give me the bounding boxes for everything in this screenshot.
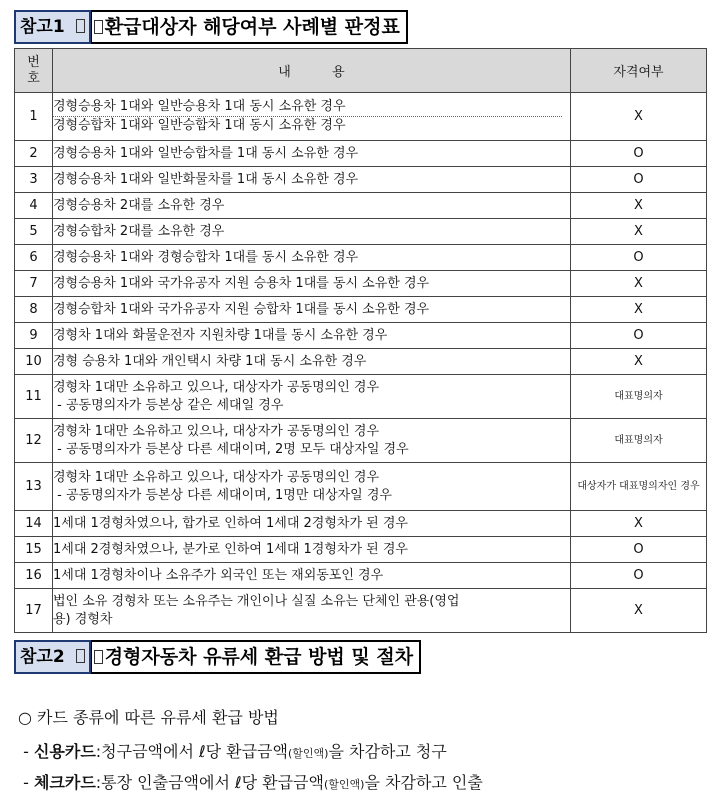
row-content [53, 93, 571, 141]
row-content [53, 537, 571, 563]
missing-glyph-icon [94, 650, 103, 664]
row-number: 17 [15, 589, 53, 633]
table-row [15, 219, 707, 245]
row-number: 13 [15, 463, 53, 511]
table-row [15, 589, 707, 633]
row-eligibility: O [571, 167, 707, 193]
row-eligibility: O [571, 563, 707, 589]
row-content-line: 1세대 1경형차이나 소유주가 외국인 또는 재외동포인 경우 [53, 567, 384, 583]
row-content-line: - 공동명의자가 등본상 다른 세대이며, 2명 모두 대상자일 경우 [53, 441, 409, 457]
section-1-title-text: 환급대상자 해당여부 사례별 판정표 [104, 16, 400, 38]
row-eligibility: O [571, 245, 707, 271]
row-content-line: 경형승용차 1대와 경형승합차 1대를 동시 소유한 경우 [53, 249, 359, 265]
row-content-line: 용) 경형차 [53, 611, 113, 627]
row-eligibility: X [571, 589, 707, 633]
section-2-title [91, 640, 421, 674]
row-content [53, 563, 571, 589]
row-eligibility: O [571, 323, 707, 349]
header-number: 번 호 [15, 49, 53, 93]
row-number: 14 [15, 511, 53, 537]
table-header-row [15, 49, 707, 93]
row-eligibility: 대표명의자 [571, 419, 707, 463]
row-content-line: 1세대 1경형차였으나, 합가로 인하여 1세대 2경형차가 된 경우 [53, 515, 408, 531]
row-content [53, 141, 571, 167]
header-content: 내 용 [53, 49, 571, 93]
row-content-line: 경형승용차 2대를 소유한 경우 [53, 197, 225, 213]
row-content [53, 297, 571, 323]
table-row [15, 375, 707, 419]
section-1-header [14, 10, 408, 44]
missing-glyph-icon [94, 20, 103, 34]
table-row [15, 193, 707, 219]
note-heading: ○ 카드 종류에 따른 유류세 환급 방법 [18, 708, 279, 727]
table-row [15, 563, 707, 589]
table-row [15, 537, 707, 563]
row-number: 1 [15, 93, 53, 141]
row-content [53, 323, 571, 349]
table-row [15, 297, 707, 323]
table-row [15, 349, 707, 375]
row-number: 5 [15, 219, 53, 245]
row-content [53, 219, 571, 245]
row-eligibility: 대표명의자 [571, 375, 707, 419]
row-eligibility: X [571, 511, 707, 537]
row-eligibility: O [571, 141, 707, 167]
row-eligibility: X [571, 271, 707, 297]
table-row [15, 245, 707, 271]
note-credit-card: - 신용카드:청구금액에서 ℓ당 환급금액(할인액)을 차감하고 청구 [18, 742, 447, 761]
row-content-line: 경형차 1대와 화물운전자 지원차량 1대를 동시 소유한 경우 [53, 327, 388, 343]
row-content-line: 경형차 1대만 소유하고 있으나, 대상자가 공동명의인 경우 [53, 379, 380, 395]
table-row [15, 419, 707, 463]
row-content-line: - 공동명의자가 등본상 다른 세대이며, 1명만 대상자일 경우 [53, 487, 392, 503]
row-content [53, 193, 571, 219]
row-eligibility: X [571, 349, 707, 375]
row-eligibility: X [571, 193, 707, 219]
row-content [53, 589, 571, 633]
row-number: 4 [15, 193, 53, 219]
row-content-line: 경형차 1대만 소유하고 있으나, 대상자가 공동명의인 경우 [53, 469, 380, 485]
row-content-line: 법인 소유 경형차 또는 소유주는 개인이나 실질 소유는 단체인 관용(영업 [53, 593, 460, 609]
row-number: 2 [15, 141, 53, 167]
table-row [15, 167, 707, 193]
row-content-line: 경형승용차 1대와 일반화물차를 1대 동시 소유한 경우 [53, 171, 359, 187]
row-content-line: 경형차 1대만 소유하고 있으나, 대상자가 공동명의인 경우 [53, 423, 380, 439]
section-2-header [14, 640, 421, 674]
row-number: 3 [15, 167, 53, 193]
table-row [15, 141, 707, 167]
table-row [15, 463, 707, 511]
row-content-line: 경형승용차 1대와 일반승합차를 1대 동시 소유한 경우 [53, 145, 359, 161]
row-content-line: 경형 승용차 1대와 개인택시 차량 1대 동시 소유한 경우 [53, 353, 367, 369]
row-number: 15 [15, 537, 53, 563]
table-row [15, 323, 707, 349]
row-eligibility: X [571, 93, 707, 141]
row-content-line: 경형승합차 1대와 국가유공자 지원 승합차 1대를 동시 소유한 경우 [53, 301, 430, 317]
row-number: 9 [15, 323, 53, 349]
row-content-line: 경형승용차 1대와 국가유공자 지원 승용차 1대를 동시 소유한 경우 [53, 275, 430, 291]
missing-glyph-icon [76, 649, 85, 663]
eligibility-table [14, 48, 707, 633]
row-content [53, 375, 571, 419]
row-eligibility: O [571, 537, 707, 563]
row-eligibility: 대상자가 대표명의자인 경우 [571, 463, 707, 511]
section-2-tag [14, 640, 91, 674]
header-eligibility: 자격여부 [571, 49, 707, 93]
check-card-label: 체크카드 [33, 773, 96, 792]
table-row [15, 511, 707, 537]
row-content [53, 349, 571, 375]
section-2-tag-text: 참고2 [20, 647, 65, 667]
section-1-tag [14, 10, 91, 44]
section-1-tag-text: 참고1 [20, 17, 65, 37]
row-content-line: 1세대 2경형차였으나, 분가로 인하여 1세대 1경형차가 된 경우 [53, 541, 408, 557]
row-number: 12 [15, 419, 53, 463]
missing-glyph-icon [76, 19, 85, 33]
credit-card-label: 신용카드 [33, 742, 96, 761]
row-content [53, 511, 571, 537]
table-row [15, 93, 707, 141]
row-content [53, 419, 571, 463]
row-content [53, 463, 571, 511]
row-content-line: 경형승합차 1대와 일반승합차 1대 동시 소유한 경우 [53, 118, 346, 133]
row-content-line: 경형승용차 1대와 일반승용차 1대 동시 소유한 경우 [53, 98, 562, 117]
row-number: 6 [15, 245, 53, 271]
note-check-card: - 체크카드:통장 인출금액에서 ℓ당 환급금액(할인액)을 차감하고 인출 [18, 773, 483, 792]
row-content [53, 271, 571, 297]
section-1-title [91, 10, 408, 44]
row-content-line: 경형승합차 2대를 소유한 경우 [53, 223, 225, 239]
row-eligibility: X [571, 219, 707, 245]
row-content [53, 245, 571, 271]
table-row [15, 271, 707, 297]
row-number: 16 [15, 563, 53, 589]
section-2-title-text: 경형자동차 유류세 환급 방법 및 절차 [104, 646, 414, 668]
row-number: 8 [15, 297, 53, 323]
row-number: 7 [15, 271, 53, 297]
row-content-line: - 공동명의자가 등본상 같은 세대일 경우 [53, 397, 284, 413]
row-eligibility: X [571, 297, 707, 323]
row-number: 11 [15, 375, 53, 419]
row-number: 10 [15, 349, 53, 375]
row-content [53, 167, 571, 193]
